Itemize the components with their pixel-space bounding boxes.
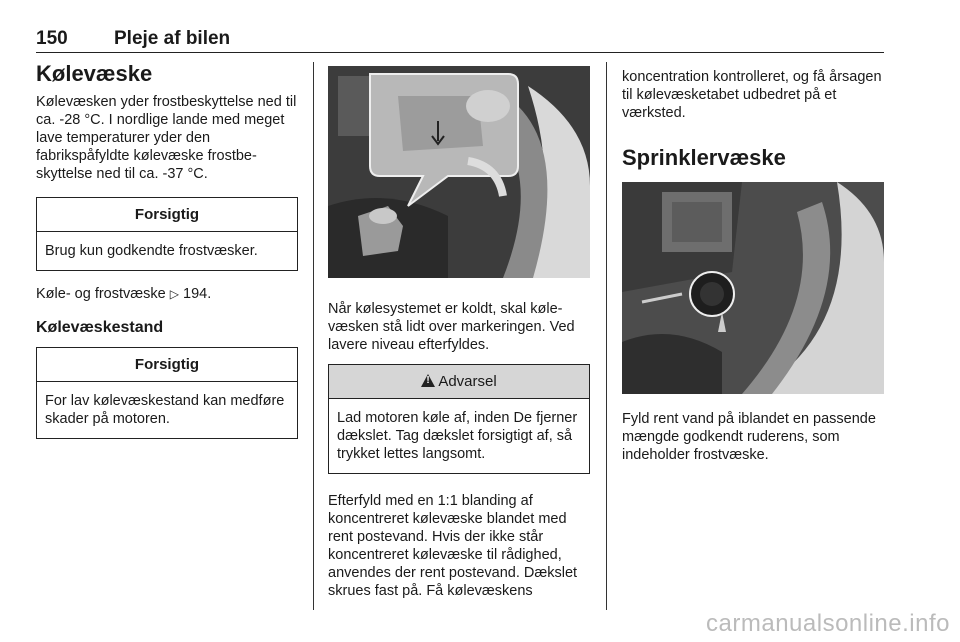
section-title-coolant: Kølevæske xyxy=(36,61,153,86)
warning-heading-text: Advarsel xyxy=(438,373,497,390)
refill-instructions: Efterfyld med en 1:1 blanding af koncentreret kølevæske blandet med rent postevand. Hvis der ikke står koncentreret kølevæske til rådighed, anvendes der rent postevand. Dækslet skrues fast på. Få kølevæskens xyxy=(328,493,578,599)
watermark: carmanualsonline.info xyxy=(706,610,950,637)
coolant-level-text: Når kølesystemet er koldt, skal kølevæsken stå lidt over markeringen. Ved lavere niveau efterfyldes. xyxy=(328,301,575,353)
caution-text: For lav kølevæskestand kan medføre skader på motoren. xyxy=(45,393,285,427)
caution-box xyxy=(36,347,298,439)
page-number: 150 xyxy=(36,28,68,49)
coolant-reference xyxy=(36,285,298,303)
chapter-title: Pleje af bilen xyxy=(114,28,231,49)
warning-text: Lad motoren køle af, inden De fjerner dækslet. Tag dækslet forsigtigt af, så trykket lettes langsomt. xyxy=(337,410,578,462)
column-2 xyxy=(328,66,590,600)
page-header xyxy=(36,24,884,53)
caution-text: Brug kun godkendte frostvæsker. xyxy=(45,243,258,259)
washer-fluid-text: Fyld rent vand på iblandet en passende mængde godkendt ruderens, som indeholder frostvæske. xyxy=(622,411,876,463)
column-3 xyxy=(622,68,884,464)
column-divider xyxy=(313,62,314,610)
arrow-reference-icon: ▷ xyxy=(169,287,180,301)
coolant-intro: Kølevæsken yder frostbeskyttelse ned til ca. -28 °C. I nordlige lande med meget lave temperaturer yder den fabrikspåfyldte kølevæske frostbeskyttelse ned til ca. -37 °C. xyxy=(36,94,297,182)
warning-triangle-icon xyxy=(421,374,435,387)
column-1 xyxy=(36,60,298,439)
reference-page: 194. xyxy=(183,286,212,302)
column-divider xyxy=(606,62,607,610)
warning-heading xyxy=(329,365,589,399)
washer-reservoir-photo xyxy=(622,182,884,394)
section-title-washer-fluid: Sprinklervæske xyxy=(622,145,786,170)
reference-text: Køle- og frostvæske xyxy=(36,286,166,302)
caution-heading: Forsigtig xyxy=(37,348,297,382)
caution-heading: Forsigtig xyxy=(37,198,297,232)
caution-box xyxy=(36,197,298,271)
subsection-coolant-level: Kølevæskestand xyxy=(36,319,164,336)
coolant-reservoir-photo xyxy=(328,66,590,278)
warning-box xyxy=(328,364,590,474)
coolant-continued-text: koncentration kontrolleret, og få årsagen til kølevæsketabet udbedret på et værksted. xyxy=(622,69,882,121)
